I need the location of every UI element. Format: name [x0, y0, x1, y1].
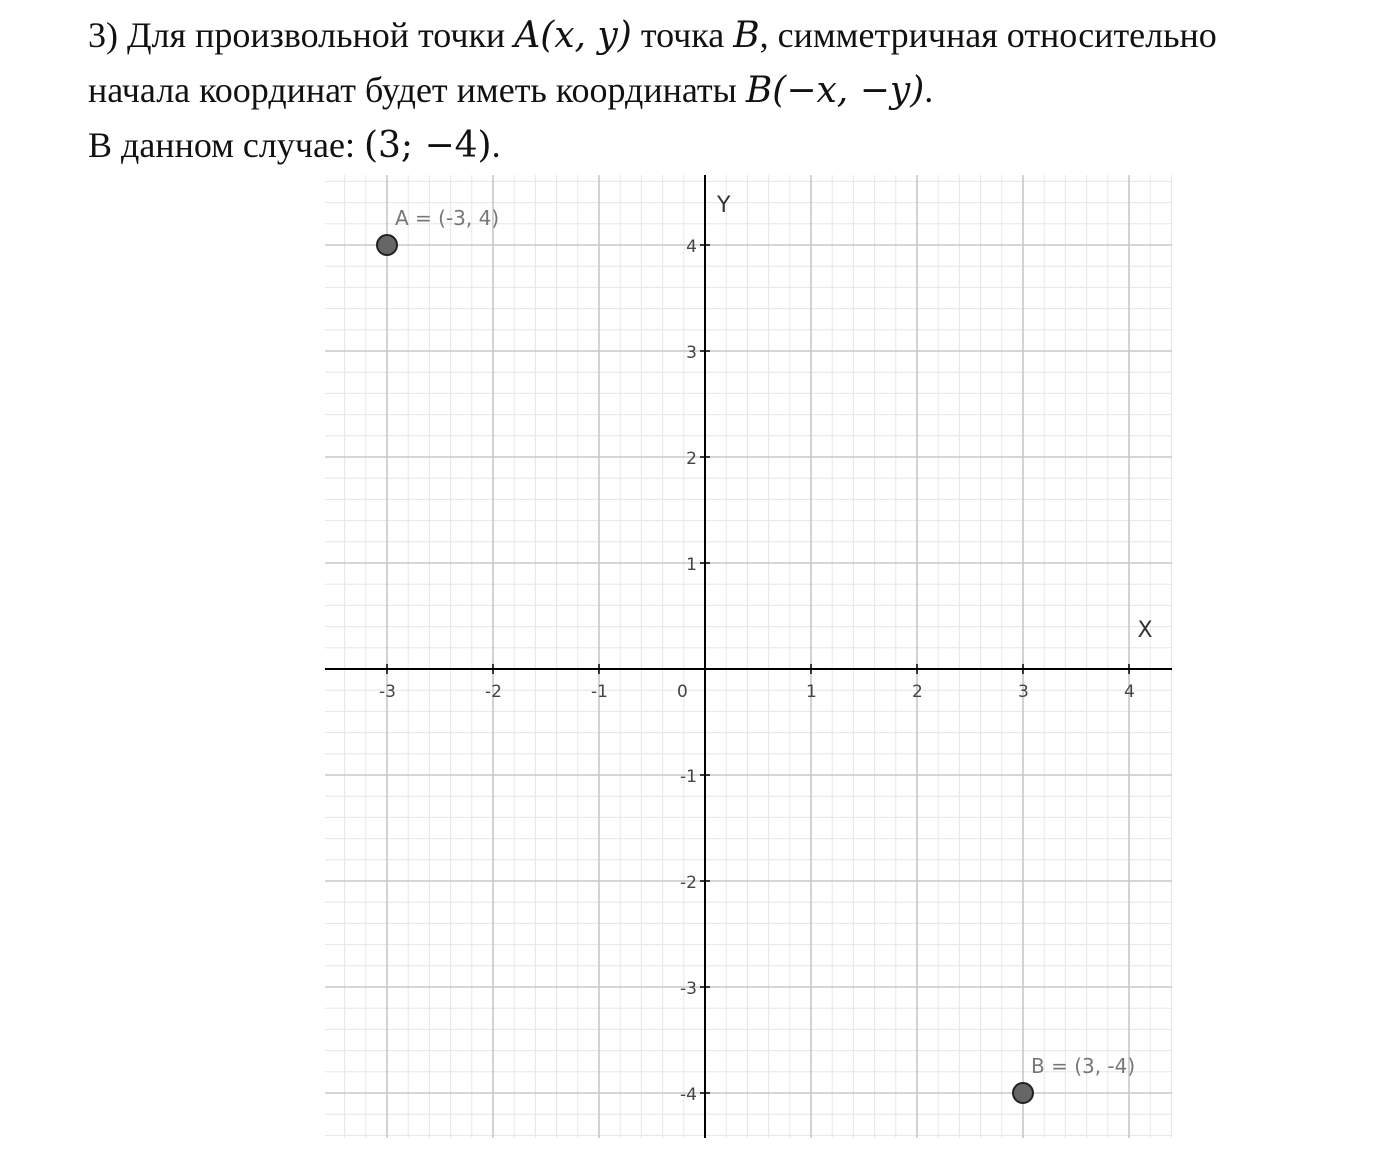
x-axis-label: X: [1137, 618, 1153, 643]
line1-prefix: 3) Для произвольной точки: [88, 15, 515, 55]
line1-middle: точка: [631, 15, 734, 55]
y-axis-label: Y: [717, 193, 731, 218]
major-grid: [325, 175, 1172, 1138]
x-tick-label: -2: [485, 682, 502, 702]
line2-prefix: начала координат будет иметь координаты: [88, 70, 746, 110]
y-tick-label: -1: [680, 767, 697, 787]
y-tick-label: 3: [686, 343, 697, 363]
line2-suffix: .: [924, 70, 934, 110]
point-a-notation: A(x, y): [514, 15, 632, 56]
y-tick-label: 1: [686, 555, 697, 575]
x-tick-label: 0: [677, 682, 688, 702]
point-b-label: B = (3, -4): [1031, 1054, 1136, 1078]
y-tick-label: 4: [686, 237, 697, 257]
axes: [325, 175, 1172, 1138]
task-text: [88, 8, 1378, 173]
x-tick-label: -3: [379, 682, 396, 702]
point-a: [377, 235, 397, 255]
line3-suffix: .: [491, 125, 501, 165]
x-tick-label: 3: [1018, 682, 1029, 702]
symmetric-formula: B(−x, −y): [745, 70, 925, 111]
x-tick-label: -1: [591, 682, 608, 702]
text-line-1: [88, 8, 1378, 63]
y-tick-label: -3: [680, 979, 697, 999]
y-tick-label: -4: [680, 1085, 697, 1105]
line1-suffix: , симметричная относительно: [759, 15, 1217, 55]
answer-coordinates: (3; −4): [363, 125, 492, 166]
point-b: [1013, 1083, 1033, 1103]
minor-grid: [325, 175, 1172, 1138]
text-line-3: [88, 118, 1378, 173]
point-b-notation: B: [733, 15, 760, 56]
y-tick-label: 2: [686, 449, 697, 469]
x-tick-label: 2: [912, 682, 923, 702]
line3-prefix: В данном случае:: [88, 125, 364, 165]
y-tick-label: -2: [680, 873, 697, 893]
coordinate-plane: [320, 170, 1180, 1145]
x-tick-label: 4: [1124, 682, 1135, 702]
text-line-2: [88, 63, 1378, 118]
point-a-label: A = (-3, 4): [395, 206, 500, 230]
x-tick-label: 1: [806, 682, 817, 702]
points: [377, 206, 1135, 1103]
